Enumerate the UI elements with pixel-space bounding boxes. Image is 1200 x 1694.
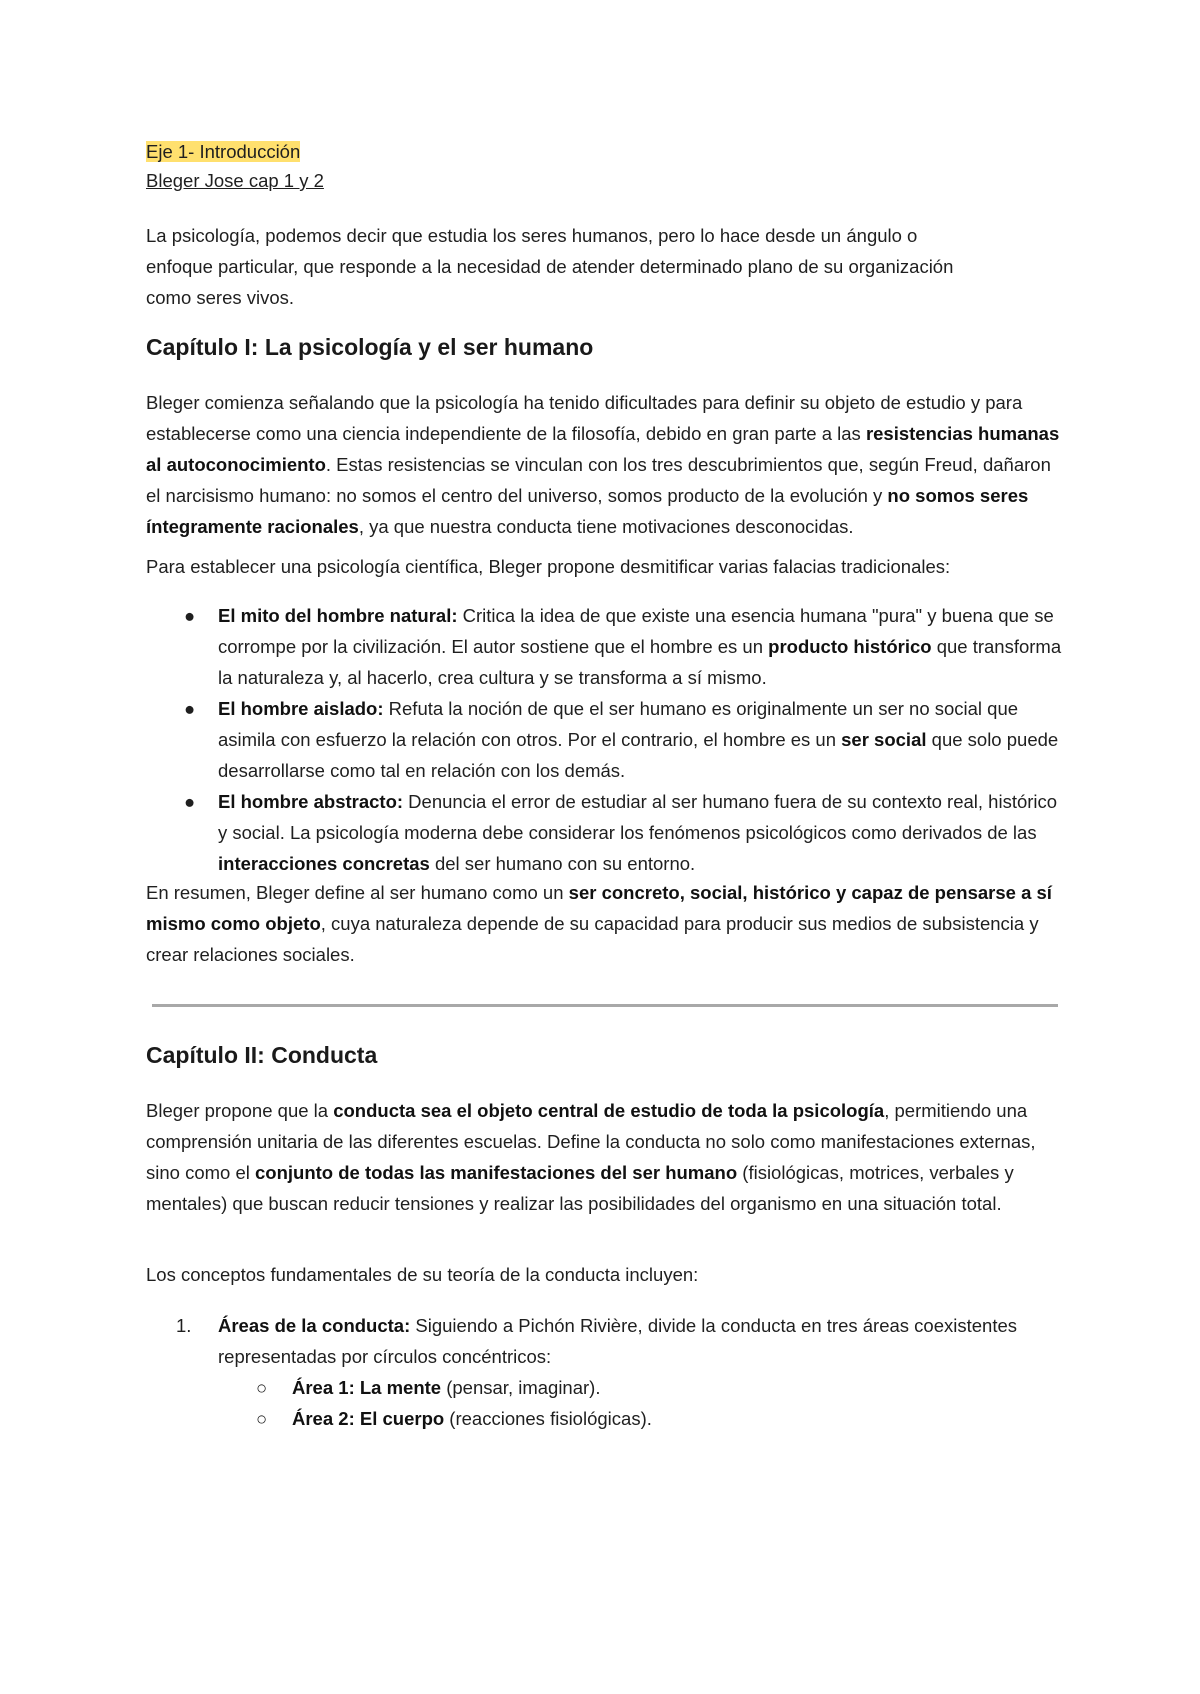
concepts-list xyxy=(146,1310,1066,1372)
chapter-1-summary: En resumen, Bleger define al ser humano como un ser concreto, social, histórico y capaz de pensarse a sí mismo como objeto, cuya naturaleza depende de su capacidad para producir sus medios de subsistencia y crear relaciones sociales. xyxy=(146,882,1052,965)
horizontal-divider xyxy=(152,1004,1058,1007)
chapter-1-paragraph-2: Para establecer una psicología científica, Bleger propone desmitificar varias falacias tradicionales: xyxy=(146,556,951,577)
chapter-2-paragraph-1: Bleger propone que la conducta sea el objeto central de estudio de toda la psicología, permitiendo una comprensión unitaria de las diferentes escuelas. Define la conducta no solo como manifestaciones externas, sino como el conjunto de todas las manifestaciones del ser humano (fisiológicas, motrices, verbales y mentales) que buscan reducir tensiones y realizar las posibilidades del organismo en una situación total. xyxy=(146,1100,1036,1214)
chapter-1-paragraph-1: Bleger comienza señalando que la psicología ha tenido dificultades para definir su objeto de estudio y para establecerse como una ciencia independiente de la filosofía, debido en gran parte a las resistencias humanas al autoconocimiento. Estas resistencias se vinculan con los tres descubrimientos que, según Freud, dañaron el narcisismo humano: no somos el centro del universo, somos producto de la evolución y no somos seres íntegramente racionales, ya que nuestra conducta tiene motivaciones desconocidas. xyxy=(146,392,1060,537)
source-link: Bleger Jose cap 1 y 2 xyxy=(146,170,324,191)
chapter-2-paragraph-2: Los conceptos fundamentales de su teoría de la conducta incluyen: xyxy=(146,1264,699,1285)
list-item: ● El mito del hombre natural: Critica la idea de que existe una esencia humana "pura" y buena que se corrompe por la civilización. El autor sostiene que el hombre es un producto histórico que transforma la naturaleza y, al hacerlo, crea cultura y se transforma a sí mismo. xyxy=(146,600,1066,693)
list-number: 1. xyxy=(176,1315,192,1336)
bullet-icon: ● xyxy=(184,605,196,626)
circle-bullet-icon: ○ xyxy=(256,1408,268,1429)
list-item: 1. Áreas de la conducta: Siguiendo a Pichón Rivière, divide la conducta en tres áreas coexistentes representadas por círculos concéntricos: xyxy=(146,1310,1066,1372)
eje-highlight: Eje 1- Introducción xyxy=(146,141,301,162)
source-line xyxy=(146,165,1066,196)
intro-paragraph: La psicología, podemos decir que estudia los seres humanos, pero lo hace desde un ángulo o enfoque particular, que responde a la necesidad de atender determinado plano de su organización como seres vivos. xyxy=(146,225,954,308)
chapter-2-title: Capítulo II: Conducta xyxy=(146,1042,378,1068)
fallacies-list xyxy=(146,600,1066,879)
bold-no-racionales: no somos seres íntegramente racionales xyxy=(146,485,1029,537)
bold-resistencias: resistencias humanas al autoconocimiento xyxy=(146,423,1060,475)
list-item: ○ Área 2: El cuerpo (reacciones fisiológicas). xyxy=(146,1403,1066,1434)
circle-bullet-icon: ○ xyxy=(256,1377,268,1398)
bullet-icon: ● xyxy=(184,791,196,812)
chapter-1-title: Capítulo I: La psicología y el ser humano xyxy=(146,334,594,360)
list-item: ● El hombre aislado: Refuta la noción de que el ser humano es originalmente un ser no social que asimila con esfuerzo la relación con otros. Por el contrario, el hombre es un ser social que solo puede desarrollarse como tal en relación con los demás. xyxy=(146,693,1066,786)
bullet-icon: ● xyxy=(184,698,196,719)
eje-heading xyxy=(146,136,1066,167)
areas-sublist xyxy=(146,1372,1066,1434)
list-item: ● El hombre abstracto: Denuncia el error de estudiar al ser humano fuera de su contexto real, histórico y social. La psicología moderna debe considerar los fenómenos psicológicos como derivados de las interacciones concretas del ser humano con su entorno. xyxy=(146,786,1066,879)
list-item: ○ Área 1: La mente (pensar, imaginar). xyxy=(146,1372,1066,1403)
